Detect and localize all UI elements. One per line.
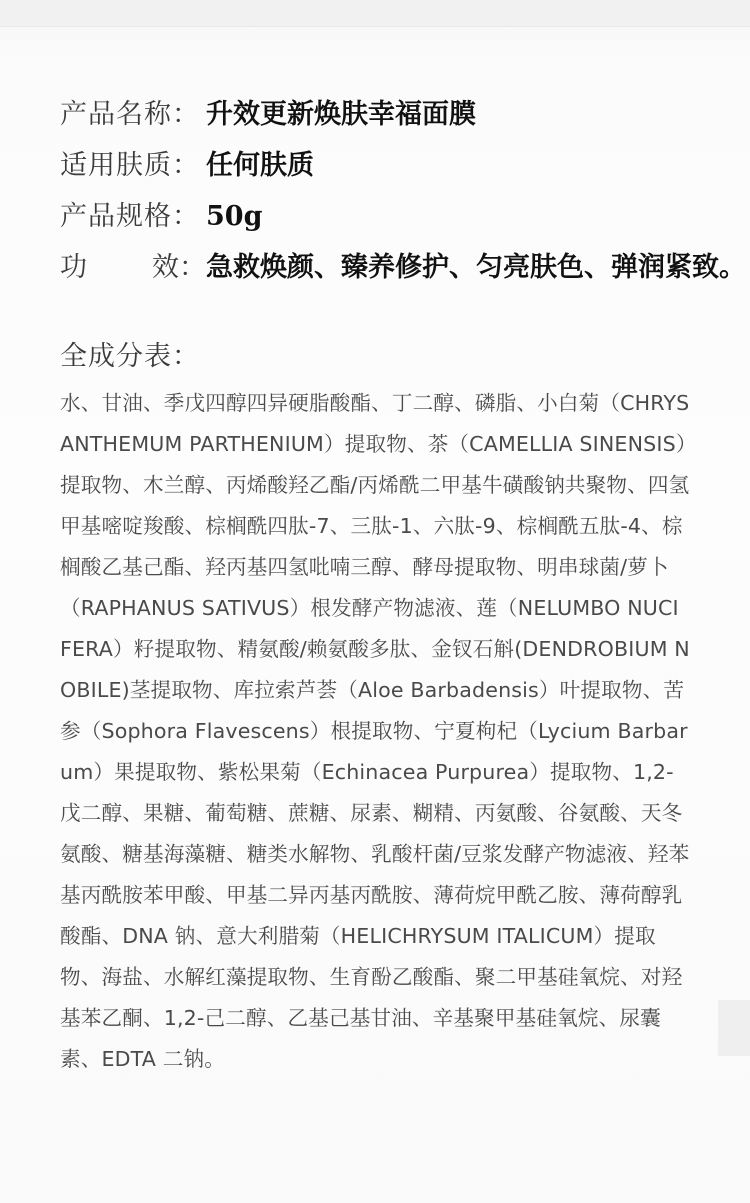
product-name-label: 产品名称： <box>60 99 200 130</box>
spec-row-effect <box>60 245 746 296</box>
effect-value: 急救焕颜、臻养修护、匀亮肤色、弹润紧致。 <box>206 252 746 283</box>
product-spec-label: 产品规格： <box>60 201 200 232</box>
product-name-value: 升效更新焕肤幸福面膜 <box>206 99 476 130</box>
product-spec-value: 50g <box>206 201 263 232</box>
side-shade <box>718 1000 750 1056</box>
spec-row-name <box>60 92 740 143</box>
top-band <box>0 0 750 27</box>
ingredients-title: 全成分表： <box>60 341 200 372</box>
effect-label-first: 功 <box>60 252 87 283</box>
skin-type-value: 任何肤质 <box>206 150 314 181</box>
effect-label-last: 效： <box>152 252 206 283</box>
ingredients-text: 水、甘油、季戊四醇四异硬脂酸酯、丁二醇、磷脂、小白菊（CHRYSANTHEMUM PARTHENIUM）提取物、茶（CAMELLIA SINENSIS）提取物、木兰醇、丙烯酸羟乙酯/丙烯酰二甲基牛磺酸钠共聚物、四氢甲基嘧啶羧酸、棕榈酰四肽-7、三肽-1、六肽-9、棕榈酰五肽-4、棕榈酸乙基己酯、羟丙基四氢吡喃三醇、酵母提取物、明串球菌/萝卜（RAPHANUS SATIVUS）根发酵产物滤液、莲（NELUMBO NUCIFERA）籽提取物、精氨酸/赖氨酸多肽、金钗石斛(DENDROBIUM NOBILE)茎提取物、库拉索芦荟（Aloe Barbadensis）叶提取物、苦参（Sophora Flavescens）根提取物、宁夏枸杞（Lycium Barbarum）果提取物、紫松果菊（Echinacea Purpurea）提取物、1,2-戊二醇、果糖、葡萄糖、蔗糖、尿素、糊精、丙氨酸、谷氨酸、天冬氨酸、糖基海藻糖、糖类水解物、乳酸杆菌/豆浆发酵产物滤液、羟苯基丙酰胺苯甲酸、甲基二异丙基丙酰胺、薄荷烷甲酰乙胺、薄荷醇乳酸酯、DNA 钠、意大利腊菊（HELICHRYSUM ITALICUM）提取物、海盐、水解红藻提取物、生育酚乙酸酯、聚二甲基硅氧烷、对羟基苯乙酮、1,2-己二醇、乙基己基甘油、辛基聚甲基硅氧烷、尿囊素、EDTA 二钠。 <box>60 391 690 1071</box>
skin-type-label: 适用肤质： <box>60 150 200 181</box>
spec-row-skin <box>60 143 740 194</box>
product-spec-list <box>60 92 746 296</box>
effect-label <box>60 245 206 284</box>
spec-row-size <box>60 194 740 245</box>
